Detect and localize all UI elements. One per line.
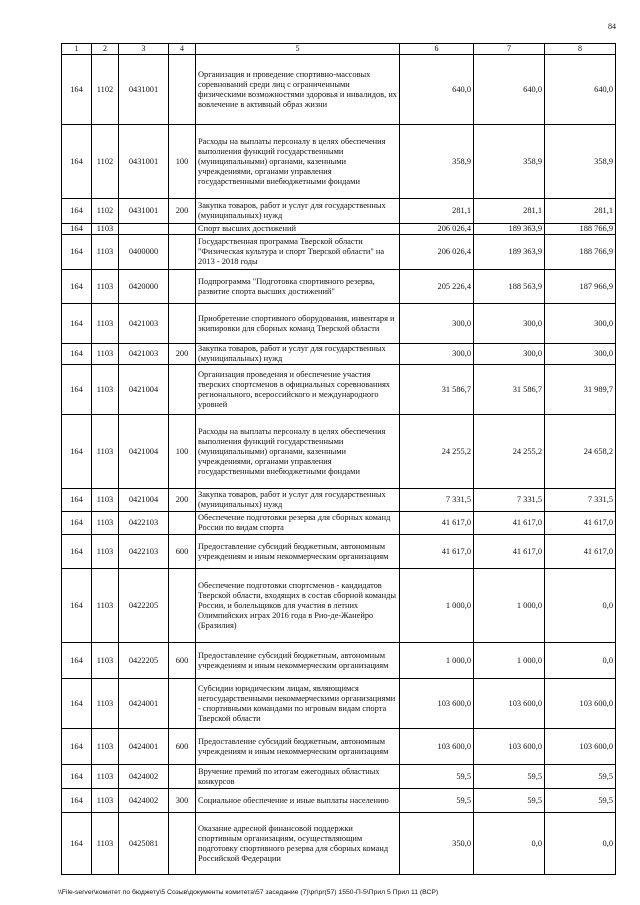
description-cell: Расходы на выплаты персоналу в целях обеспечения выполнения функций государственными (муниципальными) органами, казенными учреждениями, органами управления государственными внебюджетными фондами bbox=[196, 125, 400, 199]
table-row bbox=[62, 765, 616, 789]
amount-year3-cell: 41 617,0 bbox=[545, 512, 616, 535]
expense-type-cell bbox=[169, 270, 196, 304]
admin-code-cell: 164 bbox=[62, 199, 92, 224]
description-cell: Организация проведения и обеспечение участия тверских спортсменов в официальных соревнованиях регионального, всероссийского и международного уровней bbox=[196, 365, 400, 415]
page-number: 84 bbox=[608, 22, 616, 31]
column-header: 2 bbox=[92, 44, 119, 55]
target-article-cell: 0422205 bbox=[119, 643, 169, 679]
description-cell: Спорт высших достижений bbox=[196, 224, 400, 235]
admin-code-cell: 164 bbox=[62, 344, 92, 365]
table-row bbox=[62, 489, 616, 512]
admin-code-cell: 164 bbox=[62, 304, 92, 344]
description-cell: Государственная программа Тверской области "Физическая культура и спорт Тверской области" на 2013 - 2018 годы bbox=[196, 235, 400, 270]
admin-code-cell: 164 bbox=[62, 224, 92, 235]
amount-year2-cell: 59,5 bbox=[474, 789, 545, 813]
amount-year1-cell: 24 255,2 bbox=[400, 415, 474, 489]
expense-type-cell bbox=[169, 679, 196, 729]
section-code-cell: 1102 bbox=[92, 125, 119, 199]
expense-type-cell: 600 bbox=[169, 535, 196, 569]
column-header: 6 bbox=[400, 44, 474, 55]
amount-year1-cell: 41 617,0 bbox=[400, 512, 474, 535]
expense-type-cell bbox=[169, 365, 196, 415]
table-row bbox=[62, 789, 616, 813]
admin-code-cell: 164 bbox=[62, 813, 92, 875]
column-header: 3 bbox=[119, 44, 169, 55]
amount-year1-cell: 103 600,0 bbox=[400, 679, 474, 729]
amount-year2-cell: 59,5 bbox=[474, 765, 545, 789]
amount-year1-cell: 281,1 bbox=[400, 199, 474, 224]
amount-year3-cell: 41 617,0 bbox=[545, 535, 616, 569]
admin-code-cell: 164 bbox=[62, 415, 92, 489]
admin-code-cell: 164 bbox=[62, 489, 92, 512]
admin-code-cell: 164 bbox=[62, 270, 92, 304]
target-article-cell bbox=[119, 224, 169, 235]
amount-year2-cell: 358,9 bbox=[474, 125, 545, 199]
amount-year2-cell: 1 000,0 bbox=[474, 569, 545, 643]
target-article-cell: 0422103 bbox=[119, 535, 169, 569]
table-row bbox=[62, 729, 616, 765]
amount-year2-cell: 640,0 bbox=[474, 55, 545, 125]
amount-year3-cell: 300,0 bbox=[545, 344, 616, 365]
section-code-cell: 1103 bbox=[92, 643, 119, 679]
target-article-cell: 0421003 bbox=[119, 304, 169, 344]
amount-year3-cell: 0,0 bbox=[545, 643, 616, 679]
amount-year3-cell: 31 989,7 bbox=[545, 365, 616, 415]
amount-year2-cell: 0,0 bbox=[474, 813, 545, 875]
description-cell: Обеспечение подготовки резерва для сборных команд России по видам спорта bbox=[196, 512, 400, 535]
amount-year3-cell: 188 766,9 bbox=[545, 235, 616, 270]
expense-type-cell: 300 bbox=[169, 789, 196, 813]
column-header: 8 bbox=[545, 44, 616, 55]
description-cell: Организация и проведение спортивно-массовых соревнований среди лиц с ограниченными физическими возможностями здоровья и инвалидов, их вовлечение в активный образ жизни bbox=[196, 55, 400, 125]
target-article-cell: 0424001 bbox=[119, 729, 169, 765]
target-article-cell: 0425081 bbox=[119, 813, 169, 875]
amount-year3-cell: 187 966,9 bbox=[545, 270, 616, 304]
table-row bbox=[62, 125, 616, 199]
target-article-cell: 0424002 bbox=[119, 765, 169, 789]
section-code-cell: 1103 bbox=[92, 512, 119, 535]
description-cell: Обеспечение подготовки спортсменов - кандидатов Тверской области, входящих в состав сборной команды России, и болельщиков для участия в летних Олимпийских играх 2016 года в Рио-де-Жанейро (Бразилия) bbox=[196, 569, 400, 643]
admin-code-cell: 164 bbox=[62, 643, 92, 679]
description-cell: Расходы на выплаты персоналу в целях обеспечения выполнения функций государственными (муниципальными) органами, казенными учреждениями, органами управления государственными внебюджетными фондами bbox=[196, 415, 400, 489]
table-row bbox=[62, 55, 616, 125]
table-row bbox=[62, 344, 616, 365]
amount-year2-cell: 189 363,9 bbox=[474, 235, 545, 270]
description-cell: Подпрограмма "Подготовка спортивного резерва, развитие спорта высших достижений" bbox=[196, 270, 400, 304]
amount-year1-cell: 206 026,4 bbox=[400, 224, 474, 235]
amount-year2-cell: 1 000,0 bbox=[474, 643, 545, 679]
expense-type-cell bbox=[169, 765, 196, 789]
description-cell: Приобретение спортивного оборудования, инвентаря и экипировки для сборных команд Тверской области bbox=[196, 304, 400, 344]
description-cell: Закупка товаров, работ и услуг для государственных (муниципальных) нужд bbox=[196, 199, 400, 224]
amount-year2-cell: 300,0 bbox=[474, 304, 545, 344]
amount-year1-cell: 59,5 bbox=[400, 765, 474, 789]
admin-code-cell: 164 bbox=[62, 535, 92, 569]
section-code-cell: 1103 bbox=[92, 765, 119, 789]
table-row bbox=[62, 199, 616, 224]
amount-year3-cell: 59,5 bbox=[545, 789, 616, 813]
target-article-cell: 0421003 bbox=[119, 344, 169, 365]
table-row bbox=[62, 365, 616, 415]
amount-year1-cell: 205 226,4 bbox=[400, 270, 474, 304]
description-cell: Вручение премий по итогам ежегодных областных конкурсов bbox=[196, 765, 400, 789]
expense-type-cell bbox=[169, 813, 196, 875]
amount-year2-cell: 188 563,9 bbox=[474, 270, 545, 304]
admin-code-cell: 164 bbox=[62, 729, 92, 765]
target-article-cell: 0421004 bbox=[119, 365, 169, 415]
admin-code-cell: 164 bbox=[62, 125, 92, 199]
target-article-cell: 0421004 bbox=[119, 415, 169, 489]
target-article-cell: 0431001 bbox=[119, 125, 169, 199]
table-header-row bbox=[62, 44, 616, 55]
expense-type-cell bbox=[169, 304, 196, 344]
target-article-cell: 0422103 bbox=[119, 512, 169, 535]
section-code-cell: 1103 bbox=[92, 679, 119, 729]
amount-year1-cell: 640,0 bbox=[400, 55, 474, 125]
expense-type-cell bbox=[169, 55, 196, 125]
table-row bbox=[62, 813, 616, 875]
section-code-cell: 1103 bbox=[92, 304, 119, 344]
amount-year3-cell: 640,0 bbox=[545, 55, 616, 125]
target-article-cell: 0420000 bbox=[119, 270, 169, 304]
amount-year3-cell: 103 600,0 bbox=[545, 729, 616, 765]
admin-code-cell: 164 bbox=[62, 765, 92, 789]
table-row bbox=[62, 235, 616, 270]
section-code-cell: 1103 bbox=[92, 569, 119, 643]
target-article-cell: 0431001 bbox=[119, 199, 169, 224]
expense-type-cell bbox=[169, 235, 196, 270]
amount-year1-cell: 31 586,7 bbox=[400, 365, 474, 415]
amount-year1-cell: 350,0 bbox=[400, 813, 474, 875]
amount-year2-cell: 7 331,5 bbox=[474, 489, 545, 512]
target-article-cell: 0424001 bbox=[119, 679, 169, 729]
amount-year2-cell: 103 600,0 bbox=[474, 679, 545, 729]
file-path-footer: \\File-server\комитет по бюджету\5 Созыв\документы комитета\57 заседание (7)\pr\pr(57) 1550-П-5\Прил 5 Прил 11 (ВСР) bbox=[58, 889, 439, 896]
amount-year3-cell: 7 331,5 bbox=[545, 489, 616, 512]
admin-code-cell: 164 bbox=[62, 365, 92, 415]
section-code-cell: 1103 bbox=[92, 729, 119, 765]
section-code-cell: 1103 bbox=[92, 789, 119, 813]
amount-year1-cell: 300,0 bbox=[400, 344, 474, 365]
amount-year2-cell: 103 600,0 bbox=[474, 729, 545, 765]
description-cell: Предоставление субсидий бюджетным, автономным учреждениям и иным некоммерческим организациям bbox=[196, 729, 400, 765]
table-row bbox=[62, 535, 616, 569]
amount-year1-cell: 103 600,0 bbox=[400, 729, 474, 765]
description-cell: Предоставление субсидий бюджетным, автономным учреждениям и иным некоммерческим организациям bbox=[196, 535, 400, 569]
expense-type-cell bbox=[169, 224, 196, 235]
expense-type-cell: 200 bbox=[169, 489, 196, 512]
description-cell: Субсидии юридическим лицам, являющимся негосударственными некоммерческими организациями - спортивными командами по игровым видам спорта Тверской области bbox=[196, 679, 400, 729]
section-code-cell: 1103 bbox=[92, 344, 119, 365]
amount-year3-cell: 358,9 bbox=[545, 125, 616, 199]
expense-type-cell: 600 bbox=[169, 643, 196, 679]
column-header: 5 bbox=[196, 44, 400, 55]
amount-year1-cell: 300,0 bbox=[400, 304, 474, 344]
target-article-cell: 0400000 bbox=[119, 235, 169, 270]
expense-type-cell: 100 bbox=[169, 415, 196, 489]
column-header: 1 bbox=[62, 44, 92, 55]
amount-year2-cell: 41 617,0 bbox=[474, 535, 545, 569]
section-code-cell: 1103 bbox=[92, 489, 119, 512]
table-row bbox=[62, 304, 616, 344]
amount-year1-cell: 59,5 bbox=[400, 789, 474, 813]
table-row bbox=[62, 679, 616, 729]
amount-year2-cell: 300,0 bbox=[474, 344, 545, 365]
description-cell: Социальное обеспечение и иные выплаты населению bbox=[196, 789, 400, 813]
section-code-cell: 1103 bbox=[92, 224, 119, 235]
admin-code-cell: 164 bbox=[62, 235, 92, 270]
amount-year1-cell: 1 000,0 bbox=[400, 569, 474, 643]
amount-year3-cell: 24 658,2 bbox=[545, 415, 616, 489]
amount-year1-cell: 41 617,0 bbox=[400, 535, 474, 569]
amount-year2-cell: 31 586,7 bbox=[474, 365, 545, 415]
amount-year2-cell: 24 255,2 bbox=[474, 415, 545, 489]
section-code-cell: 1103 bbox=[92, 813, 119, 875]
target-article-cell: 0431001 bbox=[119, 55, 169, 125]
section-code-cell: 1103 bbox=[92, 235, 119, 270]
amount-year3-cell: 0,0 bbox=[545, 569, 616, 643]
amount-year2-cell: 189 363,9 bbox=[474, 224, 545, 235]
target-article-cell: 0421004 bbox=[119, 489, 169, 512]
amount-year1-cell: 206 026,4 bbox=[400, 235, 474, 270]
expense-type-cell: 100 bbox=[169, 125, 196, 199]
expense-type-cell bbox=[169, 512, 196, 535]
section-code-cell: 1102 bbox=[92, 199, 119, 224]
description-cell: Закупка товаров, работ и услуг для государственных (муниципальных) нужд bbox=[196, 344, 400, 365]
amount-year1-cell: 358,9 bbox=[400, 125, 474, 199]
expense-type-cell bbox=[169, 569, 196, 643]
section-code-cell: 1103 bbox=[92, 365, 119, 415]
description-cell: Предоставление субсидий бюджетным, автономным учреждениям и иным некоммерческим организациям bbox=[196, 643, 400, 679]
amount-year1-cell: 7 331,5 bbox=[400, 489, 474, 512]
amount-year3-cell: 281,1 bbox=[545, 199, 616, 224]
admin-code-cell: 164 bbox=[62, 569, 92, 643]
column-header: 7 bbox=[474, 44, 545, 55]
amount-year3-cell: 59,5 bbox=[545, 765, 616, 789]
amount-year3-cell: 188 766,9 bbox=[545, 224, 616, 235]
table-row bbox=[62, 224, 616, 235]
column-header: 4 bbox=[169, 44, 196, 55]
expense-type-cell: 200 bbox=[169, 344, 196, 365]
target-article-cell: 0424002 bbox=[119, 789, 169, 813]
table-row bbox=[62, 569, 616, 643]
description-cell: Закупка товаров, работ и услуг для государственных (муниципальных) нужд bbox=[196, 489, 400, 512]
amount-year2-cell: 281,1 bbox=[474, 199, 545, 224]
amount-year3-cell: 0,0 bbox=[545, 813, 616, 875]
table-row bbox=[62, 643, 616, 679]
section-code-cell: 1103 bbox=[92, 270, 119, 304]
table-row bbox=[62, 512, 616, 535]
section-code-cell: 1103 bbox=[92, 415, 119, 489]
expense-type-cell: 600 bbox=[169, 729, 196, 765]
admin-code-cell: 164 bbox=[62, 789, 92, 813]
admin-code-cell: 164 bbox=[62, 679, 92, 729]
amount-year1-cell: 1 000,0 bbox=[400, 643, 474, 679]
target-article-cell: 0422205 bbox=[119, 569, 169, 643]
table-row bbox=[62, 270, 616, 304]
section-code-cell: 1102 bbox=[92, 55, 119, 125]
amount-year2-cell: 41 617,0 bbox=[474, 512, 545, 535]
admin-code-cell: 164 bbox=[62, 512, 92, 535]
budget-table bbox=[61, 43, 616, 875]
table-row bbox=[62, 415, 616, 489]
expense-type-cell: 200 bbox=[169, 199, 196, 224]
amount-year3-cell: 300,0 bbox=[545, 304, 616, 344]
description-cell: Оказание адресной финансовой поддержки спортивным организациям, осуществляющим подготовку спортивного резерва для сборных команд Российской Федерации bbox=[196, 813, 400, 875]
amount-year3-cell: 103 600,0 bbox=[545, 679, 616, 729]
admin-code-cell: 164 bbox=[62, 55, 92, 125]
section-code-cell: 1103 bbox=[92, 535, 119, 569]
